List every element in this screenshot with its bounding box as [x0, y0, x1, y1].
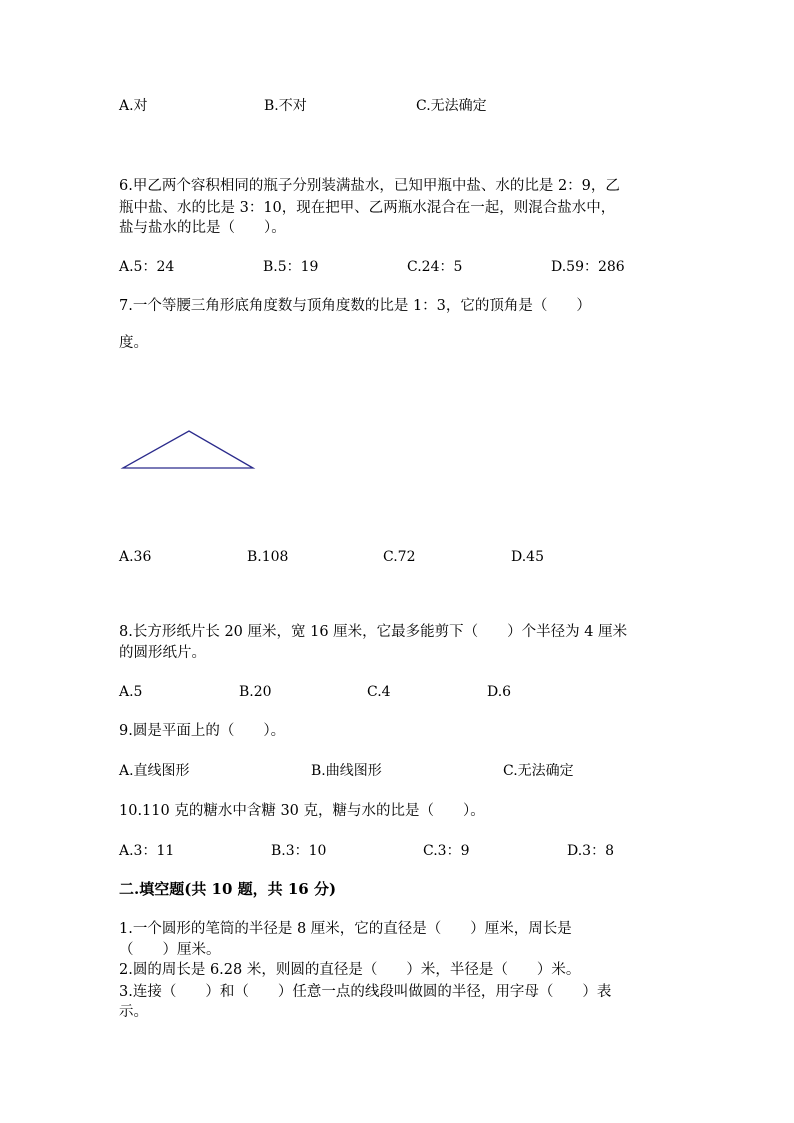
q8-text-line-2: 的圆形纸片。 — [119, 645, 206, 661]
q6-option-d: D.59：286 — [551, 259, 625, 275]
q10-option-c: C.3：9 — [423, 843, 470, 859]
q9-text-line-1: 9.圆是平面上的（ ）。 — [119, 723, 286, 739]
q5-option-a: A.对 — [119, 98, 148, 114]
q7-option-d: D.45 — [511, 549, 544, 565]
q6-text-line-3: 盐与盐水的比是（ ）。 — [119, 220, 286, 236]
q6-option-a: A.5：24 — [119, 259, 175, 275]
fill-q1-line-1: 1.一个圆形的笔筒的半径是 8 厘米，它的直径是（ ）厘米，周长是 — [119, 921, 572, 937]
q8-option-b: B.20 — [239, 684, 272, 700]
q7-text-line-2: 度。 — [119, 335, 148, 351]
q10-option-a: A.3：11 — [119, 843, 175, 859]
fill-q3-line-1: 3.连接（ ）和（ ）任意一点的线段叫做圆的半径，用字母（ ）表 — [119, 984, 612, 1000]
q8-option-c: C.4 — [367, 684, 391, 700]
q7-option-a: A.36 — [119, 549, 152, 565]
q9-option-a: A.直线图形 — [119, 763, 190, 779]
q9-option-b: B.曲线图形 — [311, 763, 382, 779]
fill-q3-line-2: 示。 — [119, 1004, 148, 1020]
section-2-title: 二.填空题(共 10 题，共 16 分) — [119, 880, 337, 898]
triangle-outline — [123, 431, 253, 468]
q7-option-c: C.72 — [383, 549, 416, 565]
q7-text-line-1: 7.一个等腰三角形底角度数与顶角度数的比是 1：3，它的顶角是（ ） — [119, 298, 591, 314]
q9-option-c: C.无法确定 — [503, 763, 574, 779]
q7-option-b: B.108 — [247, 549, 289, 565]
q6-option-b: B.5：19 — [263, 259, 319, 275]
q10-option-d: D.3：8 — [567, 843, 614, 859]
q8-option-a: A.5 — [119, 684, 143, 700]
q8-text-line-1: 8.长方形纸片长 20 厘米，宽 16 厘米，它最多能剪下（ ）个半径为 4 厘米 — [119, 624, 628, 640]
q6-text-line-2: 瓶中盐、水的比是 3：10，现在把甲、乙两瓶水混合在一起，则混合盐水中， — [119, 200, 616, 216]
q10-option-b: B.3：10 — [271, 843, 327, 859]
q8-option-d: D.6 — [487, 684, 512, 700]
q10-text-line-1: 10.110 克的糖水中含糖 30 克，糖与水的比是（ ）。 — [119, 803, 485, 819]
isosceles-triangle-figure — [115, 424, 265, 478]
q6-option-c: C.24：5 — [407, 259, 463, 275]
q6-text-line-1: 6.甲乙两个容积相同的瓶子分别装满盐水，已知甲瓶中盐、水的比是 2：9，乙 — [119, 178, 620, 194]
q5-option-c: C.无法确定 — [416, 98, 487, 114]
q5-option-b: B.不对 — [264, 98, 307, 114]
fill-q2-line-1: 2.圆的周长是 6.28 米，则圆的直径是（ ）米，半径是（ ）米。 — [119, 962, 581, 978]
fill-q1-line-2: （ ）厘米。 — [119, 942, 221, 958]
